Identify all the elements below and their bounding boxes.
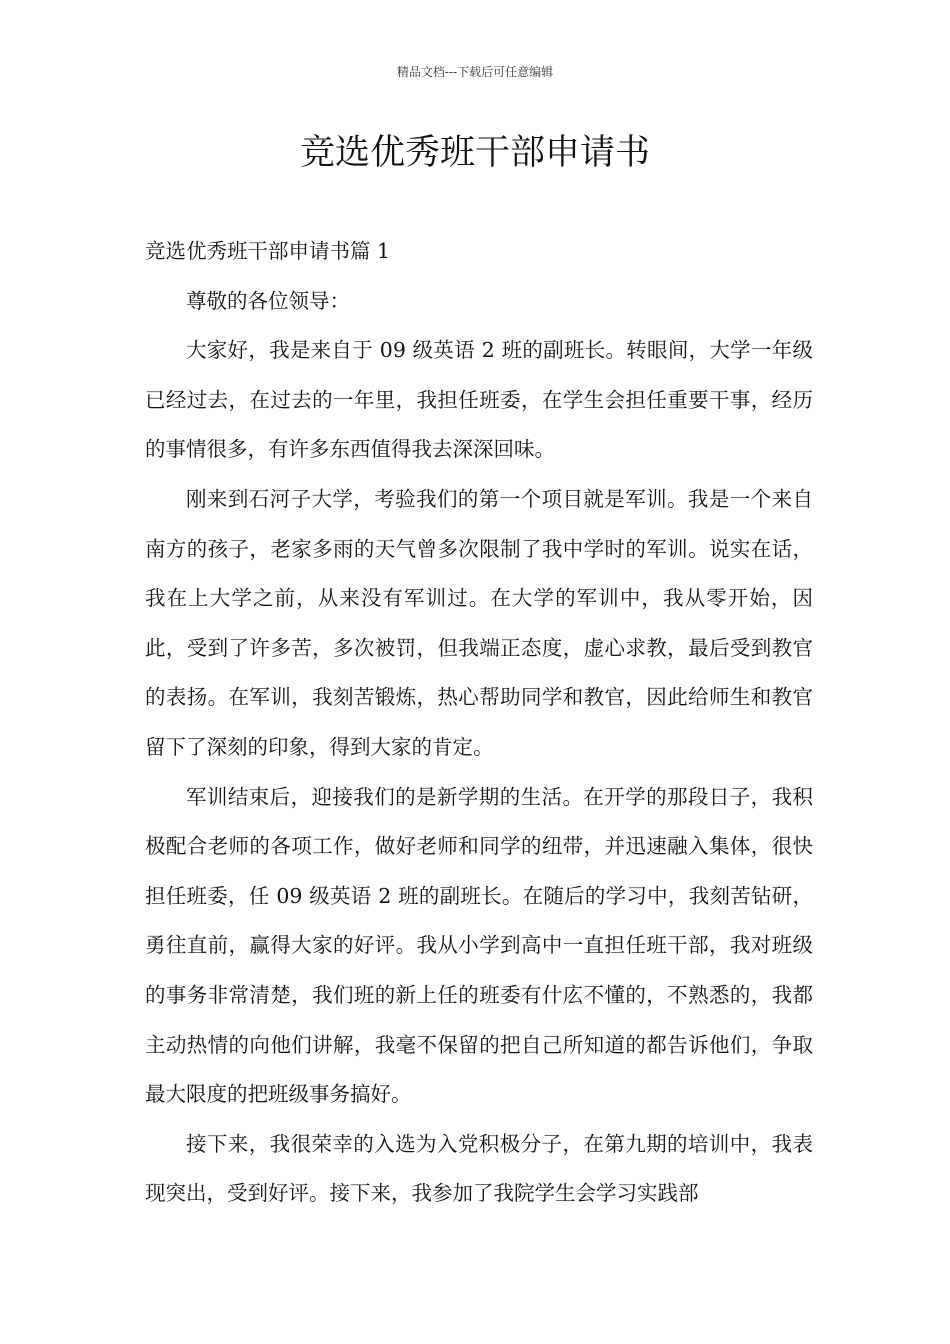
paragraph-3: 军训结束后，迎接我们的是新学期的生活。在开学的那段日子，我积极配合老师的各项工作，做好老师和同学的纽带，并迅速融入集体，很快担任班委，任 09 级英语 2 班的副班长。在随后的学习中，我刻苦钻研，勇往直前，赢得大家的好评。我从小学到高中一直担任班干部，我对班级的事务非常清楚，我们班的新上任的班委有什庅不懂的，不熟悉的，我都主动热情的向他们讲解，我毫不保留的把自己所知道的都告诉他们，争取最大限度的把班级事务搞好。 — [145, 784, 813, 1107]
salutation: 尊敬的各位领导： — [186, 288, 350, 313]
document-body — [145, 227, 813, 1219]
paragraph-1: 大家好，我是来自于 09 级英语 2 班的副班长。转眼间，大学一年级已经过去，在过去的一年里，我担任班委，在学生会担任重要干事，经历的事情很多，有许多东西值得我去深深回味。 — [145, 338, 813, 462]
paragraph-2: 刚来到石河子大学，考验我们的第一个项目就是军训。我是一个来自南方的孩子，老家多雨的天气曾多次限制了我中学时的军训。说实在话，我在上大学之前，从来没有军训过。在大学的军训中，我从零开始，因此，受到了许多苦，多次被罚，但我端正态度，虚心求教，最后受到教官的表扬。在军训，我刻苦锻炼，热心帮助同学和教官，因此给师生和教官留下了深刻的印象，得到大家的肯定。 — [145, 486, 813, 759]
paragraph-4: 接下来，我很荣幸的入选为入党积极分子，在第九期的培训中，我表现突出，受到好评。接下来，我参加了我院学生会学习实践部 — [145, 1131, 813, 1206]
document-title: 竞选优秀班干部申请书 — [299, 133, 650, 173]
section-heading: 竞选优秀班干部申请书篇 1 — [145, 239, 391, 263]
header-note: 精品文档---下载后可任意编辑 — [396, 65, 554, 79]
